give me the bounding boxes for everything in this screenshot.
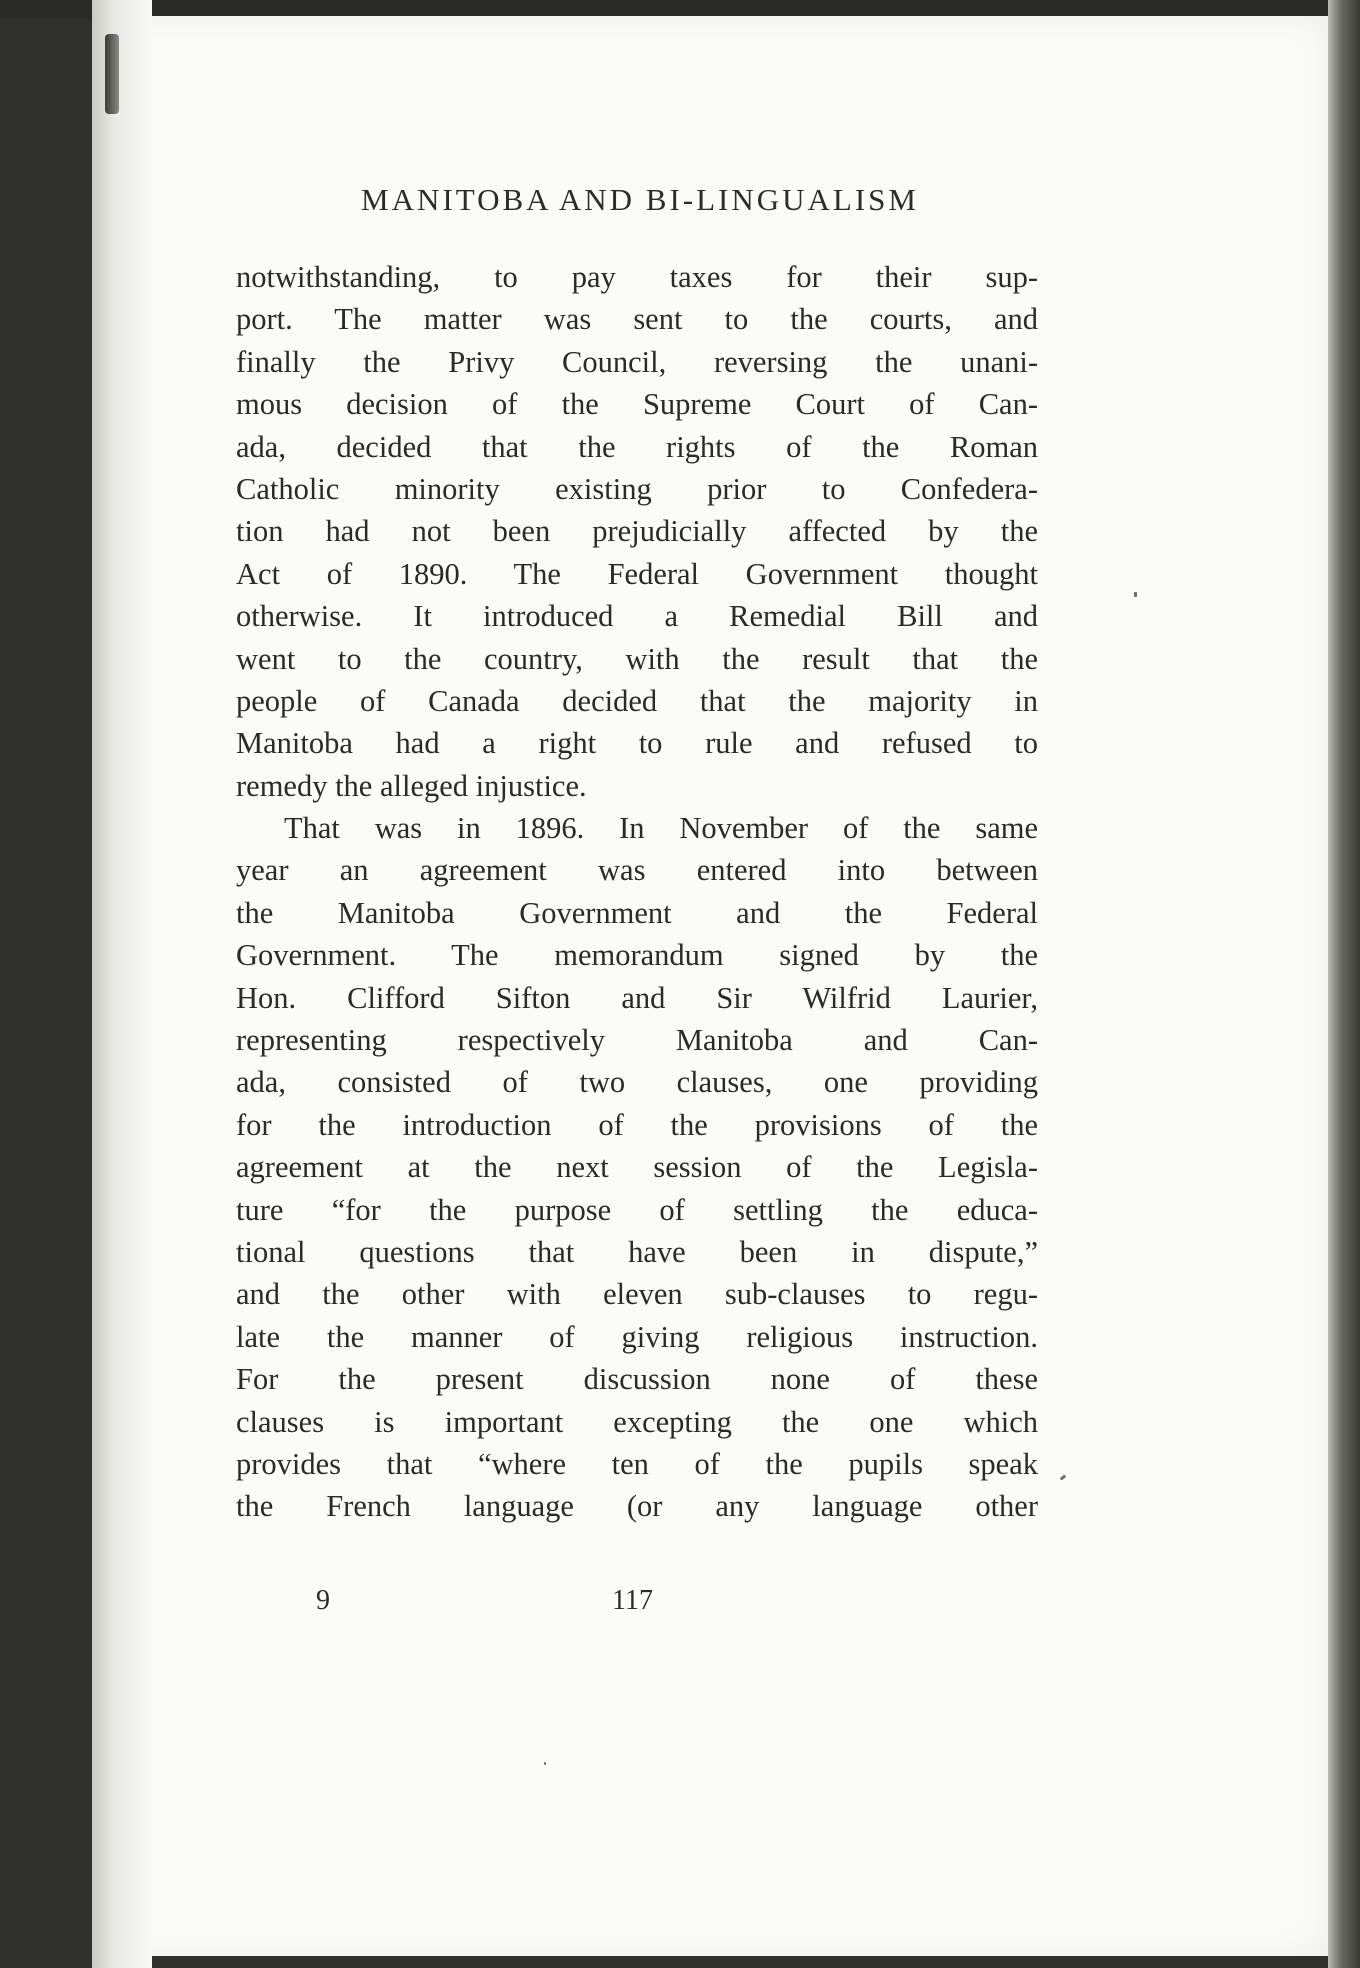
signature-mark: 9	[316, 1585, 330, 1616]
text-line: tional questions that have been in dispute,”	[236, 1234, 1038, 1269]
text-line: mous decision of the Supreme Court of Can-	[236, 387, 1038, 422]
paragraph-1	[236, 256, 1038, 807]
text-line: Hon. Clifford Sifton and Sir Wilfrid Laurier,	[236, 980, 1038, 1015]
paragraph-2	[236, 807, 1038, 1528]
scan-speck	[544, 1762, 546, 1765]
text-line: finally the Privy Council, reversing the unani-	[236, 344, 1038, 379]
text-line: remedy the alleged injustice.	[236, 768, 587, 803]
page-number: 117	[612, 1585, 653, 1616]
text-line: Act of 1890. The Federal Government thought	[236, 556, 1038, 591]
text-line: notwithstanding, to pay taxes for their sup-	[236, 260, 1038, 294]
text-line: tion had not been prejudicially affected by the	[236, 514, 1038, 549]
right-edge-shadow	[1328, 0, 1360, 1968]
text-line: agreement at the next session of the Legisla-	[236, 1150, 1038, 1185]
text-line: port. The matter was sent to the courts, and	[236, 302, 1038, 337]
text-line: ada, consisted of two clauses, one providing	[236, 1065, 1038, 1100]
text-line: representing respectively Manitoba and Can-	[236, 1023, 1038, 1058]
text-line: the French language (or any language other	[236, 1489, 1038, 1524]
text-line: For the present discussion none of these	[236, 1362, 1038, 1397]
text-line: late the manner of giving religious instruction.	[236, 1319, 1038, 1354]
binding-gutter	[92, 0, 152, 1968]
body-text	[236, 256, 1038, 1528]
scan-speck	[1134, 592, 1137, 597]
binding-thread-mark	[105, 34, 119, 114]
text-line: people of Canada decided that the majority in	[236, 683, 1038, 718]
text-line: provides that “where ten of the pupils speak	[236, 1446, 1038, 1481]
text-line: ture “for the purpose of settling the educa-	[236, 1192, 1038, 1227]
text-line: Catholic minority existing prior to Confedera-	[236, 471, 1038, 506]
text-line: Government. The memorandum signed by the	[236, 938, 1038, 973]
text-line: Manitoba had a right to rule and refused to	[236, 726, 1038, 761]
text-line: clauses is important excepting the one which	[236, 1404, 1038, 1439]
text-line: went to the country, with the result that the	[236, 641, 1038, 676]
text-line: year an agreement was entered into between	[236, 853, 1038, 888]
text-line: and the other with eleven sub-clauses to regu-	[236, 1277, 1038, 1312]
text-line: ada, decided that the rights of the Roman	[236, 429, 1038, 464]
running-head: MANITOBA AND BI-LINGUALISM	[361, 182, 919, 217]
text-line: the Manitoba Government and the Federal	[236, 895, 1038, 930]
text-line: That was in 1896. In November of the same	[284, 811, 1038, 846]
text-line: for the introduction of the provisions of the	[236, 1107, 1038, 1142]
text-line: otherwise. It introduced a Remedial Bill and	[236, 599, 1038, 634]
